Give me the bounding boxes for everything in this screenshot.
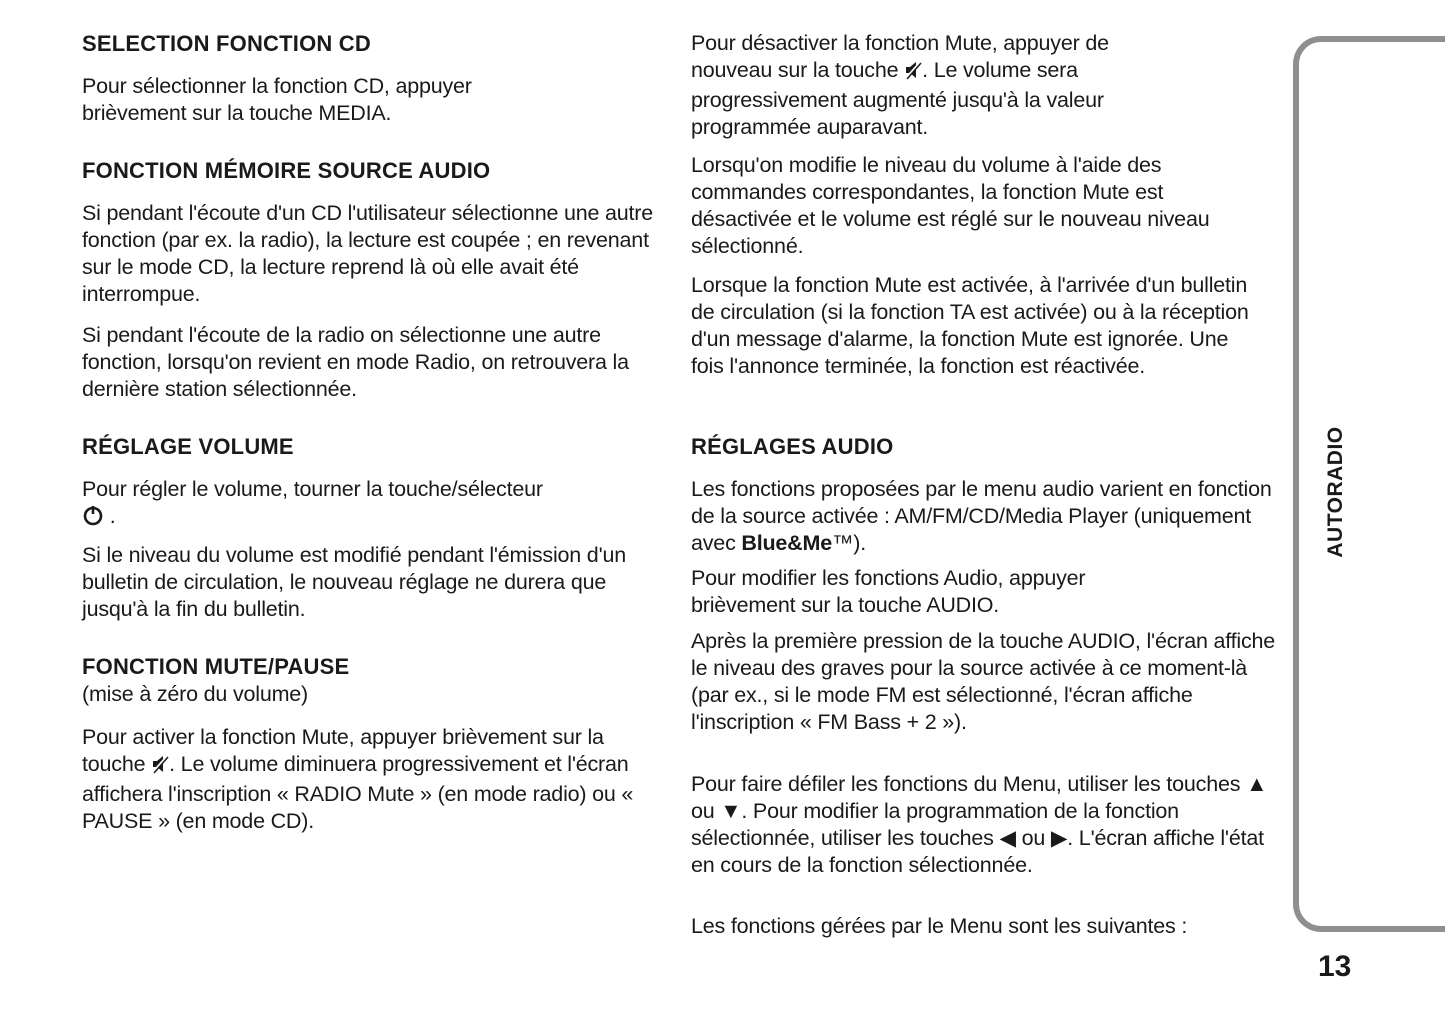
paragraph: Pour sélectionner la fonction CD, appuyer brièvement sur la touche MEDIA. bbox=[82, 74, 472, 125]
arrow-up-icon: ▲ bbox=[1246, 772, 1268, 796]
text: ou bbox=[1015, 826, 1051, 850]
heading-mute-pause: FONCTION MUTE/PAUSE bbox=[82, 654, 350, 679]
paragraph: Si pendant l'écoute d'un CD l'utilisateur sélectionne une autre fonction (par ex. la radio), la lecture est coupée ; en revenant sur le mode CD, la lecture reprend là où elle avait été interrompue. bbox=[82, 201, 654, 306]
paragraph bbox=[691, 771, 1281, 879]
brand-blue-me: Blue&Me bbox=[741, 531, 832, 555]
text: Pour régler le volume, tourner la touche/sélecteur bbox=[82, 477, 543, 501]
paragraph: Lorsqu'on modifie le niveau du volume à l'aide des commandes correspondantes, la fonction Mute est désactivée et le volume est réglé sur le nouveau niveau sélectionné. bbox=[691, 153, 1210, 258]
paragraph bbox=[691, 476, 1281, 557]
arrow-down-icon: ▼ bbox=[720, 799, 742, 823]
paragraph bbox=[82, 476, 642, 533]
heading-selection-cd: SELECTION FONCTION CD bbox=[82, 31, 371, 56]
mute-icon bbox=[904, 60, 922, 87]
text: Pour faire défiler les fonctions du Menu, utiliser les touches bbox=[691, 772, 1247, 796]
text: . Pour modifier la programmation de la fonction sélectionnée, utiliser les touches bbox=[691, 799, 1179, 850]
text: ™). bbox=[831, 531, 867, 555]
text: . bbox=[109, 504, 116, 528]
paragraph: Les fonctions gérées par le Menu sont les suivantes : bbox=[691, 914, 1188, 938]
text: Les fonctions proposées par le menu audio varient en fonction de la source activée : AM/FM/CD/Media Player (uniquement avec bbox=[691, 477, 1272, 555]
mute-icon bbox=[151, 754, 169, 781]
arrow-left-icon: ◀ bbox=[999, 826, 1016, 850]
paragraph bbox=[82, 724, 642, 835]
text: . L'écran affiche l'état en cours de la fonction sélectionnée. bbox=[691, 826, 1264, 877]
section-tab-label: AUTORADIO bbox=[1324, 426, 1347, 558]
paragraph: Si pendant l'écoute de la radio on sélectionne une autre fonction, lorsqu'on revient en mode Radio, on retrouvera la dernière station sélectionnée. bbox=[82, 323, 629, 401]
heading-memoire-source: FONCTION MÉMOIRE SOURCE AUDIO bbox=[82, 158, 491, 183]
paragraph: Si le niveau du volume est modifié pendant l'émission d'un bulletin de circulation, le nouveau réglage ne durera que jusqu'à la fin du bulletin. bbox=[82, 543, 626, 621]
text: Pour désactiver la fonction Mute, appuyer de nouveau sur la touche bbox=[691, 31, 1109, 82]
power-knob-icon bbox=[82, 504, 104, 533]
text: . Le volume diminuera progressivement et l'écran affichera l'inscription « RADIO Mute » (en mode radio) ou « PAUSE » (en mode CD). bbox=[82, 752, 634, 833]
text: ou bbox=[691, 799, 721, 823]
arrow-right-icon: ▶ bbox=[1050, 826, 1068, 850]
text: . Le volume sera progressivement augmenté jusqu'à la valeur programmée auparavant. bbox=[691, 58, 1104, 139]
paragraph: Pour modifier les fonctions Audio, appuyer brièvement sur la touche AUDIO. bbox=[691, 566, 1086, 617]
section-tab bbox=[1293, 36, 1445, 932]
text: Pour activer la fonction Mute, appuyer brièvement sur la touche bbox=[82, 725, 604, 776]
paragraph: Lorsque la fonction Mute est activée, à l'arrivée d'un bulletin de circulation (si la fonction TA est activée) ou à la réception d'un message d'alarme, la fonction Mute est ignorée. Une fois l'annonce terminée, la fonction est réactivée. bbox=[691, 273, 1249, 378]
heading-reglages-audio: RÉGLAGES AUDIO bbox=[691, 434, 894, 459]
page-number: 13 bbox=[1318, 950, 1352, 983]
paragraph bbox=[691, 30, 1191, 141]
subheading: (mise à zéro du volume) bbox=[82, 682, 309, 706]
heading-reglage-volume: RÉGLAGE VOLUME bbox=[82, 434, 294, 459]
paragraph: Après la première pression de la touche AUDIO, l'écran affiche le niveau des graves pour la source activée à ce moment-là (par ex., si le mode FM est sélectionné, l'écran affiche l'inscription « FM Bass + 2 »). bbox=[691, 629, 1276, 734]
